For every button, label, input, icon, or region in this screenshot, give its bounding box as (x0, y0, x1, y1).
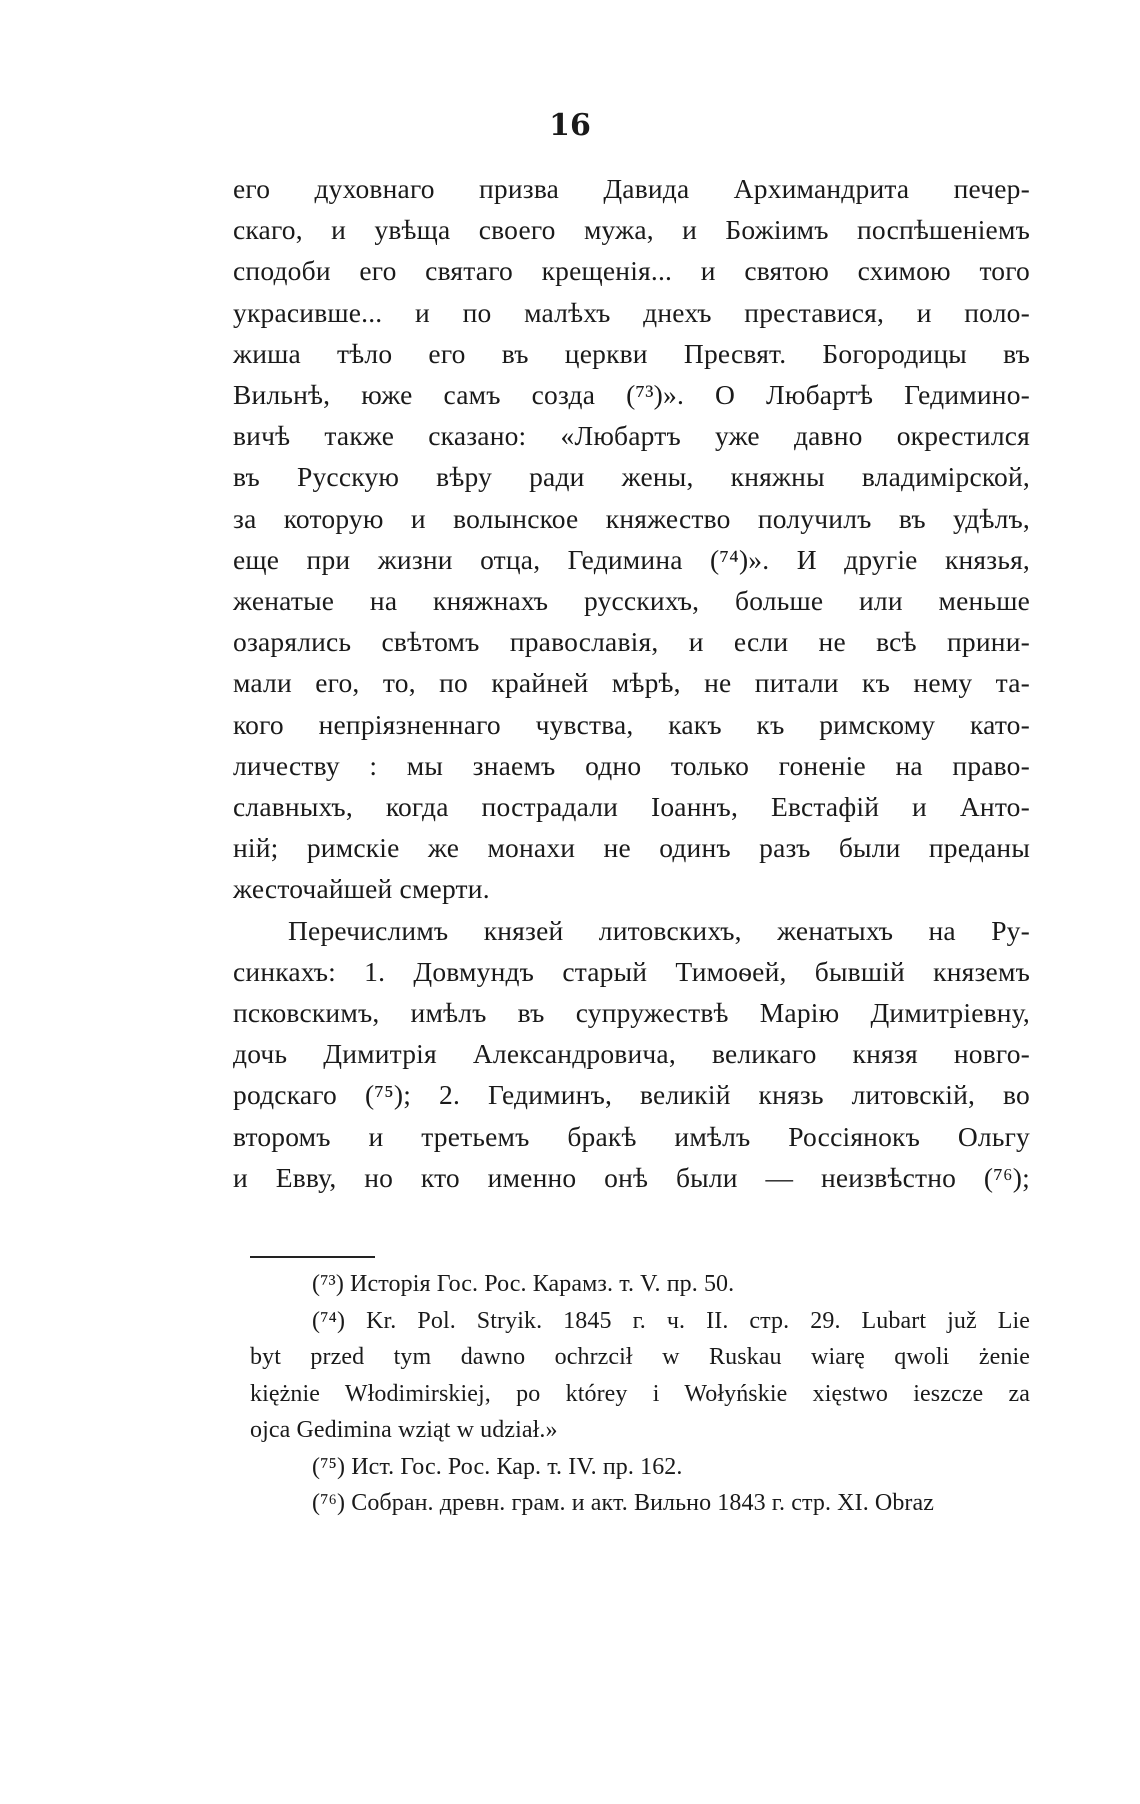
footnote-74-continuation: ojca Gedimina wziąt w udział.» (250, 1417, 558, 1443)
footnotes (250, 1266, 1030, 1522)
body-line: въ Русскую вѣру ради жены, княжны владимірской, (233, 461, 1030, 493)
body-line: Вильнѣ, юже самъ созда (⁷³)». О Любартѣ Гедимино- (233, 379, 1030, 411)
body-line: мали его, то, по крайней мѣрѣ, не питали къ нему та- (233, 667, 1030, 699)
body-line: озарялись свѣтомъ православія, и если не всѣ прини- (233, 626, 1030, 658)
body-line: кого непріязненнаго чувства, какъ къ римскому като- (233, 708, 1030, 740)
footnote-divider (250, 1256, 375, 1258)
body-line: жесточайшей смерти. (233, 873, 490, 905)
footnote-74-continuation: byt przed tym dawno ochrzcił w Ruskau wiarę qwoli żenie (250, 1344, 1030, 1370)
body-line: вичѣ также сказано: «Любартъ уже давно окрестился (233, 420, 1030, 452)
body-line: женатые на княжнахъ русскихъ, больше или меньше (233, 585, 1030, 617)
body-line: псковскимъ, имѣлъ въ супружествѣ Марію Димитріевну, (233, 997, 1030, 1029)
page-number: 16 (549, 108, 591, 143)
body-line: дочь Димитрія Александровича, великаго князя новго- (233, 1038, 1030, 1070)
footnote-76: (⁷⁶) Собран. древн. грам. и акт. Вильно 1843 г. стр. XI. Obraz (312, 1490, 935, 1516)
body-line: синкахъ: 1. Довмундъ старый Тимоѳей, бывшій княземъ (233, 955, 1030, 987)
footnote-73: (⁷³) Исторія Гос. Рос. Карамз. т. V. пр. 50. (312, 1271, 735, 1297)
body-line: жиша тѣло его въ церкви Пресвят. Богородицы въ (233, 337, 1030, 369)
body-line: личеству : мы знаемъ одно только гоненіе на право- (233, 749, 1030, 781)
body-line: и Евву, но кто именно онѣ были — неизвѣстно (⁷⁶); (233, 1161, 1030, 1193)
body-line: еще при жизни отца, Гедимина (⁷⁴)». И другіе князья, (233, 543, 1030, 575)
body-line: сподоби его святаго крещенія... и святою схимою того (233, 255, 1030, 287)
footnote-74-continuation: kiężnie Włodimirskiej, po którey i Wołyńskie xięstwo ieszcze za (250, 1380, 1030, 1407)
body-line: ній; римскіе же монахи не одинъ разъ были преданы (233, 832, 1030, 864)
body-text (233, 168, 1030, 1198)
body-line: Перечислимъ князей литовскихъ, женатыхъ на Ру- (288, 914, 1030, 946)
body-line: украсивше... и по малѣхъ днехъ преставися, и поло- (233, 296, 1030, 328)
body-line: второмъ и третьемъ бракѣ имѣлъ Россіянокъ Ольгу (233, 1120, 1030, 1152)
footnote-74: (⁷⁴) Kr. Pol. Stryik. 1845 г. ч. II. стр. 29. Lubart juž Lie (312, 1307, 1030, 1334)
body-line: его духовнаго призва Давида Архимандрита печер- (233, 173, 1030, 204)
body-line: за которую и волынское княжество получилъ въ удѣлъ, (233, 502, 1030, 534)
body-line: скаго, и увѣща своего мужа, и Божіимъ поспѣшеніемъ (233, 214, 1030, 246)
body-line: родскаго (⁷⁵); 2. Гедиминъ, великій князь литовскій, во (233, 1079, 1030, 1111)
body-line: славныхъ, когда пострадали Іоаннъ, Евстафій и Анто- (233, 791, 1030, 823)
footnote-75: (⁷⁵) Ист. Гос. Рос. Кар. т. IV. пр. 162. (312, 1453, 683, 1480)
